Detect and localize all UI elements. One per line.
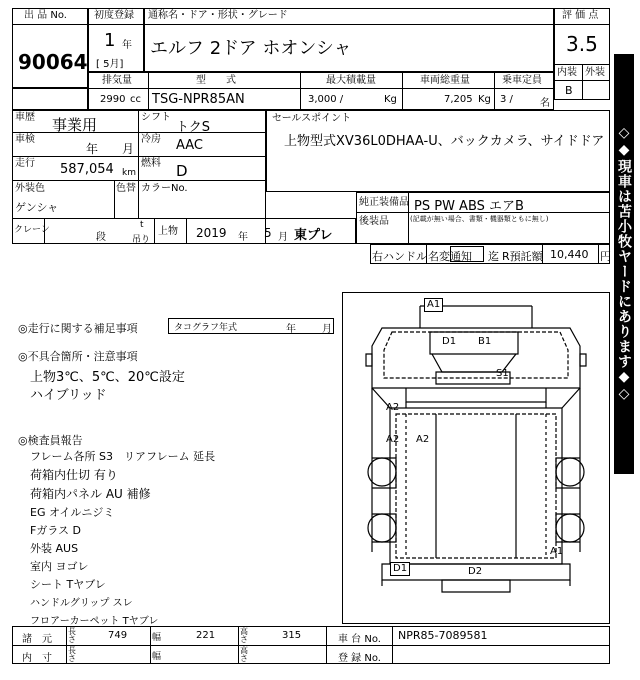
- inner-dims-label: 内 寸: [22, 653, 52, 664]
- overall-grade: 3.5: [566, 32, 598, 56]
- model-label: 型 式: [196, 75, 236, 86]
- inspector-title: ◎検査員報告: [18, 434, 83, 447]
- seats-unit: 名: [540, 98, 550, 109]
- loading-maker: 東プレ: [294, 228, 333, 243]
- displacement-label: 排気量: [102, 75, 132, 86]
- yard-location-banner: ◇◆現車は苫小牧ヤードにあります◆◇: [614, 54, 634, 474]
- history-label: 車歴: [15, 112, 35, 123]
- lot-number: 90064: [18, 50, 88, 74]
- damage-a2-left-1: A2: [386, 402, 400, 413]
- grade-label: 評 価 点: [562, 10, 599, 21]
- inspector-line: 荷箱内仕切 有り: [30, 468, 118, 482]
- chassis-number: NPR85-7089581: [398, 629, 488, 642]
- height-value: 315: [282, 630, 302, 641]
- total-weight: 7,205: [444, 94, 473, 105]
- capacity: 3,000 /: [308, 94, 344, 105]
- recycle-unit: 円: [600, 250, 611, 263]
- tachograph-label: タコグラフ年式: [174, 323, 238, 333]
- damage-a2-left-2: A2: [386, 434, 400, 445]
- length-value: 749: [108, 630, 128, 641]
- name-change-notice: 名変通知: [428, 250, 472, 263]
- damage-d1-rear: D1: [390, 562, 410, 576]
- inspector-line: フロアーカーペット Tヤブレ: [30, 616, 159, 627]
- deadline-suffix: 迄: [488, 250, 499, 263]
- inner-width-label: 幅: [152, 652, 162, 662]
- recycle-label: R預託額: [502, 250, 543, 263]
- interior-grade: B: [565, 84, 573, 97]
- ac-label: 冷房: [141, 134, 161, 145]
- model-code: TSG-NPR85AN: [152, 92, 245, 107]
- inner-length-label: 長さ: [68, 646, 76, 663]
- capacity-label: 最大積載量: [326, 75, 376, 86]
- shift-type: トクS: [176, 120, 210, 135]
- inspection-month-unit: 月: [122, 142, 135, 156]
- steering-side: 右ハンドル: [372, 250, 427, 263]
- crane-stage-unit: 段: [96, 232, 106, 243]
- lot-no-label: 出 品 No.: [24, 10, 67, 21]
- first-reg-label: 初度登録: [94, 10, 134, 21]
- mileage: 587,054: [60, 162, 114, 177]
- tachograph-year-unit: 年: [286, 324, 296, 335]
- mileage-label: 走行: [15, 158, 35, 169]
- damage-s1: S1: [496, 368, 509, 379]
- width-label: 幅: [152, 633, 162, 643]
- inspection-year-unit: 年: [86, 142, 99, 156]
- width-value: 221: [196, 630, 216, 641]
- car-name-label: 通称名・ドア・形状・グレード: [148, 10, 288, 21]
- damage-a1-front: A1: [424, 298, 443, 312]
- inspector-line: 外装 AUS: [30, 542, 79, 555]
- inspector-line: 室内 ヨゴレ: [30, 560, 89, 573]
- sales-point-text: 上物型式XV36L0DHAA-U、バックカメラ、サイドドア: [284, 134, 605, 149]
- first-reg-year: 1: [104, 30, 116, 51]
- info-block: [12, 110, 266, 244]
- air-conditioner: AAC: [176, 138, 203, 153]
- mileage-unit: km: [122, 168, 136, 178]
- fuel-label: 燃料: [141, 158, 161, 169]
- crane-label: クレーン: [14, 225, 50, 235]
- first-reg-year-unit: 年: [122, 40, 132, 51]
- equipment-label: 純正装備品: [359, 197, 409, 208]
- length-label: 長さ: [68, 627, 76, 644]
- inspection-label: 車検: [15, 134, 35, 145]
- seats: 3 /: [500, 94, 513, 105]
- displacement: 2990: [100, 94, 126, 105]
- exterior-label: 外装: [585, 67, 605, 78]
- crane-hoist-unit: 吊り: [132, 235, 151, 245]
- fuel-type: D: [176, 162, 188, 180]
- loading-label: 上物: [158, 226, 178, 237]
- defect-line: ハイブリッド: [30, 388, 107, 403]
- recycle-fee: 10,440: [550, 248, 589, 261]
- color-code-label: カラーNo.: [141, 183, 188, 194]
- ext-color-label: 外装色: [15, 183, 45, 194]
- vehicle-history: 事業用: [52, 116, 98, 134]
- crane-ton-unit: t: [140, 220, 144, 230]
- exterior-color: ゲンシャ: [15, 201, 59, 214]
- damage-b1: B1: [478, 336, 492, 347]
- defect-line: 上物3℃、5℃、20℃設定: [30, 370, 185, 385]
- capacity-unit: Kg: [384, 94, 397, 105]
- color-change-label: 色替: [116, 183, 136, 194]
- sales-point-label: セールスポイント: [272, 113, 352, 124]
- interior-label: 内装: [557, 67, 577, 78]
- aftermarket-note: (記載が無い場合、書類・機器類ともに無し): [410, 215, 549, 223]
- seats-label: 乗車定員: [502, 75, 542, 86]
- inspector-line: 荷箱内パネル AU 補修: [30, 487, 151, 501]
- defects-title: ◎不具合箇所・注意事項: [18, 350, 138, 363]
- inspector-line: EG オイルニジミ: [30, 506, 115, 519]
- displacement-unit: cc: [130, 94, 141, 105]
- loading-year: 2019: [196, 226, 227, 240]
- damage-d2: D2: [468, 566, 483, 577]
- aftermarket-label: 後装品: [359, 216, 389, 227]
- inspector-line: ハンドルグリップ スレ: [30, 598, 133, 609]
- tachograph-month-unit: 月: [322, 324, 332, 335]
- equipment-value: PS PW ABS エアB: [414, 199, 524, 214]
- height-label: 高さ: [240, 627, 248, 644]
- registration-label: 登 録 No.: [338, 653, 381, 664]
- car-name: エルフ 2ドア ホオンシャ: [150, 38, 352, 59]
- total-weight-label: 車両総重量: [420, 75, 470, 86]
- chassis-label: 車 台 No.: [338, 634, 381, 645]
- inspector-line: Fガラス D: [30, 524, 81, 537]
- inner-height-label: 高さ: [240, 646, 248, 663]
- damage-d1-windshield: D1: [442, 336, 457, 347]
- loading-month: 5: [264, 226, 272, 240]
- loading-month-unit: 月: [278, 232, 288, 243]
- damage-a1-rear: A1: [550, 546, 564, 557]
- damage-a2-center: A2: [416, 434, 430, 445]
- dims-label: 諸 元: [22, 634, 52, 645]
- inspector-line: フレーム各所 S3 リアフレーム 延長: [30, 450, 216, 463]
- first-reg-month: [ 5月]: [96, 59, 124, 70]
- loading-year-unit: 年: [238, 232, 248, 243]
- driving-notes-title: ◎走行に関する補足事項: [18, 322, 138, 335]
- total-weight-unit: Kg: [478, 94, 491, 105]
- shift-label: シフト: [141, 112, 171, 123]
- inspector-line: シート Tヤブレ: [30, 578, 106, 591]
